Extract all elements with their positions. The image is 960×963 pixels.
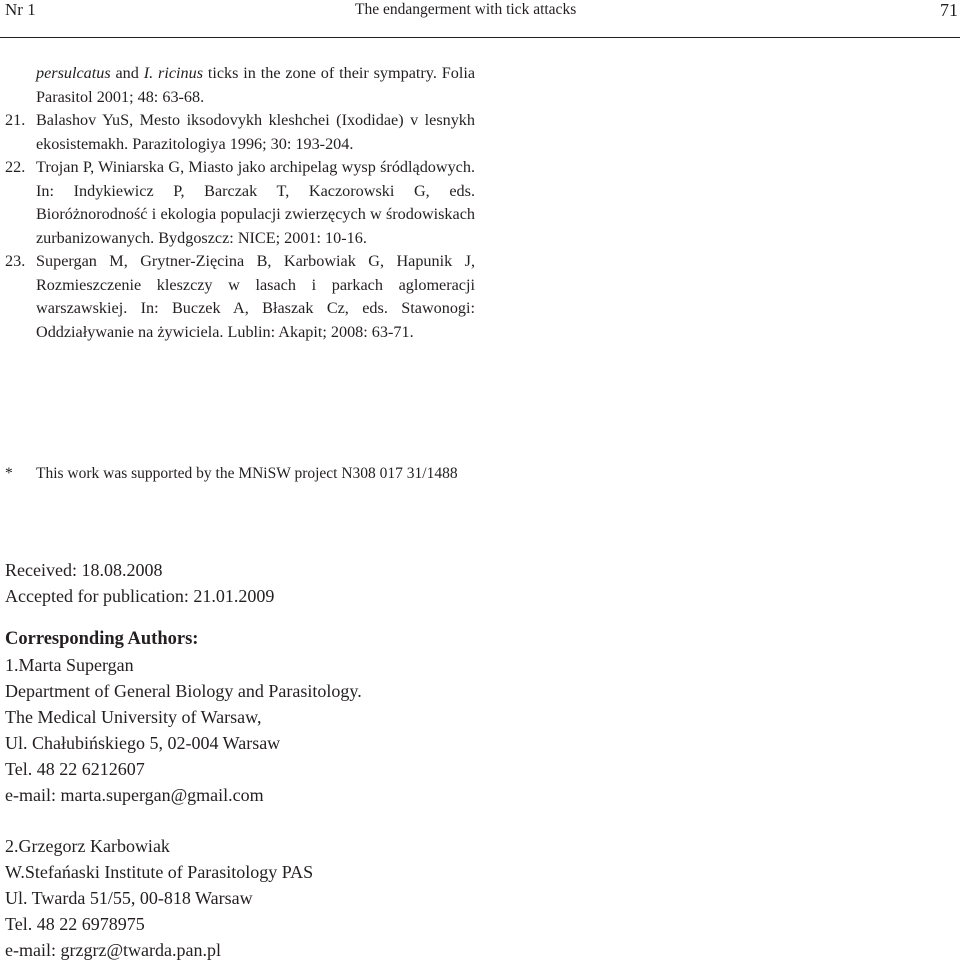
reference-text: Trojan P, Winiarska G, Miasto jako archipelag wysp śródlądowych. In: Indykiewicz P, Barczak T, Kaczorowski G, eds. Bioróżnorodność i ekologia populacji zwierzęcych w środowiskach zurbanizowanych. Bydgoszcz: NICE; 2001: 10-16. — [36, 158, 475, 247]
received-date: Received: 18.08.2008 — [5, 560, 163, 580]
accepted-date: Accepted for publication: 21.01.2009 — [5, 586, 275, 606]
reference-text: persulcatus and I. ricinus ticks in the zone of their sympatry. Folia Parasitol 2001; 48: 63-68. — [36, 64, 476, 106]
running-header — [0, 0, 960, 38]
author-phone: Tel. 48 22 6978975 — [5, 914, 145, 934]
footnote-text: This work was supported by the MNiSW project N308 017 31/1488 — [36, 465, 458, 482]
reference-item — [5, 109, 475, 156]
article-dates — [5, 557, 274, 609]
author-phone: Tel. 48 22 6212607 — [5, 759, 145, 779]
reference-number: 21. — [5, 111, 26, 129]
reference-item — [5, 156, 475, 250]
reference-list — [5, 62, 475, 344]
author-email: e-mail: grzgrz@twarda.pan.pl — [5, 940, 221, 960]
author-address: Ul. Twarda 51/55, 00-818 Warsaw — [5, 888, 253, 908]
page-number: 71 — [940, 0, 958, 20]
footnote-mark: * — [5, 465, 13, 482]
species-name: persulcatus — [36, 64, 111, 82]
reference-number: 22. — [5, 158, 26, 176]
reference-item — [5, 250, 475, 344]
corresponding-authors — [5, 626, 362, 808]
author-university: The Medical University of Warsaw, — [5, 707, 262, 727]
author-name: 1.Marta Supergan — [5, 655, 134, 675]
author-institute: W.Stefańaski Institute of Parasitology PAS — [5, 862, 314, 882]
header-rule — [0, 37, 960, 38]
reference-text: Supergan M, Grytner-Zięcina B, Karbowiak G, Hapunik J, Rozmieszczenie kleszczy w lasach i parkach aglomeracji warszawskiej. In: Buczek A, Błaszak Cz, eds. Stawonogi: Oddziaływanie na żywiciela. Lublin: Akapit; 2008: 63-71. — [36, 252, 475, 341]
author-address: Ul. Chałubińskiego 5, 02-004 Warsaw — [5, 733, 281, 753]
author-email: e-mail: marta.supergan@gmail.com — [5, 785, 264, 805]
running-title: The endangerment with tick attacks — [355, 1, 577, 18]
species-name: I. ricinus — [143, 64, 203, 82]
reference-text: Balashov YuS, Mesto iksodovykh kleshchei (Ixodidae) v lesnykh ekosistemakh. Parazitologiya 1996; 30: 193-204. — [36, 111, 475, 153]
corresponding-title: Corresponding Authors: — [5, 629, 199, 649]
second-author — [5, 833, 313, 963]
funding-footnote — [5, 462, 475, 486]
author-name: 2.Grzegorz Karbowiak — [5, 836, 170, 856]
reference-item — [5, 62, 475, 109]
author-department: Department of General Biology and Parasitology. — [5, 681, 362, 701]
reference-number: 23. — [5, 252, 26, 270]
issue-number: Nr 1 — [5, 0, 36, 19]
